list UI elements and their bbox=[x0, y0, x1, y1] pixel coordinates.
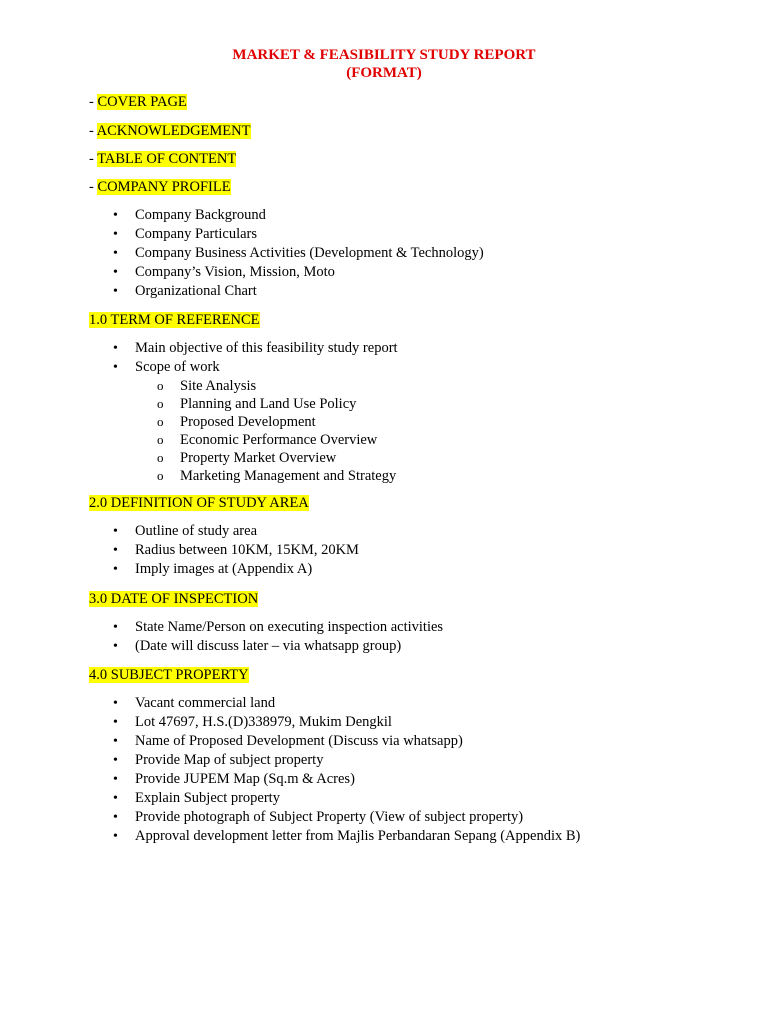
bullet-icon: • bbox=[113, 715, 118, 730]
heading-label: 2.0 DEFINITION OF STUDY AREA bbox=[89, 495, 309, 511]
sub-list-item-text: Planning and Land Use Policy bbox=[180, 396, 357, 412]
circle-bullet-icon: o bbox=[157, 378, 164, 393]
sub-list-item bbox=[0, 431, 396, 449]
bullet-icon: • bbox=[113, 360, 118, 375]
circle-bullet-icon: o bbox=[157, 396, 164, 411]
sub-list-item bbox=[0, 377, 396, 395]
circle-bullet-icon: o bbox=[157, 450, 164, 465]
list-item bbox=[0, 751, 580, 770]
list-item bbox=[0, 560, 359, 579]
bullet-icon: • bbox=[113, 829, 118, 844]
sub-list-item-text: Proposed Development bbox=[180, 414, 316, 430]
list-item-text: (Date will discuss later – via whatsapp group) bbox=[135, 638, 402, 654]
list-item-text: Scope of work bbox=[135, 359, 220, 375]
list-item bbox=[0, 206, 484, 225]
bullet-icon: • bbox=[113, 524, 118, 539]
dash-prefix: - bbox=[89, 94, 98, 110]
heading-label: 3.0 DATE OF INSPECTION bbox=[89, 591, 259, 607]
list-item-text: Provide JUPEM Map (Sq.m & Acres) bbox=[135, 771, 355, 787]
list-item-text: Company’s Vision, Mission, Moto bbox=[135, 264, 335, 280]
heading-acknowledgement bbox=[89, 122, 251, 140]
list-item bbox=[0, 637, 443, 656]
list-item-text: Name of Proposed Development (Discuss via whatsapp) bbox=[135, 733, 463, 749]
bullet-icon: • bbox=[113, 772, 118, 787]
bullet-icon: • bbox=[113, 791, 118, 806]
sub-list-item bbox=[0, 395, 396, 413]
report-title: MARKET & FEASIBILITY STUDY REPORT bbox=[232, 47, 536, 63]
bullet-icon: • bbox=[113, 265, 118, 280]
list-item bbox=[0, 770, 580, 789]
list-item-text: Company Background bbox=[135, 207, 266, 223]
sub-list-item-text: Economic Performance Overview bbox=[180, 432, 378, 448]
list-item bbox=[0, 541, 359, 560]
dash-prefix: - bbox=[89, 179, 98, 195]
list-item bbox=[0, 358, 398, 377]
list-item-text: Vacant commercial land bbox=[135, 695, 276, 711]
bullet-icon: • bbox=[113, 284, 118, 299]
list-item-text: Organizational Chart bbox=[135, 283, 257, 299]
list-item-text: State Name/Person on executing inspection activities bbox=[135, 619, 444, 635]
list-item-text: Company Particulars bbox=[135, 226, 258, 242]
heading-table-of-content bbox=[89, 150, 236, 168]
heading-label: ACKNOWLEDGEMENT bbox=[96, 123, 251, 139]
list-item-text: Company Business Activities (Development & Technology) bbox=[135, 245, 484, 261]
sub-list-item bbox=[0, 413, 396, 431]
scope-of-work-list bbox=[0, 377, 396, 485]
circle-bullet-icon: o bbox=[157, 432, 164, 447]
bullet-icon: • bbox=[113, 543, 118, 558]
heading-label: COMPANY PROFILE bbox=[97, 179, 231, 195]
list-item-text: Outline of study area bbox=[135, 523, 258, 539]
list-item-text: Lot 47697, H.S.(D)338979, Mukim Dengkil bbox=[135, 714, 392, 730]
list-item bbox=[0, 263, 484, 282]
bullet-icon: • bbox=[113, 753, 118, 768]
list-item-text: Imply images at (Appendix A) bbox=[135, 561, 313, 577]
dash-prefix: - bbox=[89, 123, 97, 139]
sub-list-item-text: Property Market Overview bbox=[180, 450, 337, 466]
circle-bullet-icon: o bbox=[157, 414, 164, 429]
heading-label: 1.0 TERM OF REFERENCE bbox=[89, 312, 260, 328]
bullet-icon: • bbox=[113, 620, 118, 635]
bullet-icon: • bbox=[113, 341, 118, 356]
heading-label: TABLE OF CONTENT bbox=[97, 151, 237, 167]
heading-company-profile bbox=[89, 178, 231, 196]
list-item-text: Provide Map of subject property bbox=[135, 752, 324, 768]
inspection-list bbox=[0, 618, 443, 656]
heading-date-of-inspection bbox=[89, 590, 258, 608]
list-item bbox=[0, 808, 580, 827]
sub-list-item-text: Marketing Management and Strategy bbox=[180, 468, 397, 484]
list-item bbox=[0, 282, 484, 301]
list-item-text: Explain Subject property bbox=[135, 790, 280, 806]
bullet-icon: • bbox=[113, 734, 118, 749]
term-of-reference-list bbox=[0, 339, 398, 377]
subject-property-list bbox=[0, 694, 580, 846]
heading-label: 4.0 SUBJECT PROPERTY bbox=[89, 667, 249, 683]
heading-subject-property bbox=[89, 666, 249, 684]
bullet-icon: • bbox=[113, 810, 118, 825]
list-item-text: Main objective of this feasibility study report bbox=[135, 340, 398, 356]
list-item bbox=[0, 827, 580, 846]
list-item bbox=[0, 732, 580, 751]
bullet-icon: • bbox=[113, 696, 118, 711]
company-profile-list bbox=[0, 206, 484, 301]
list-item bbox=[0, 694, 580, 713]
dash-prefix: - bbox=[89, 151, 98, 167]
sub-list-item bbox=[0, 449, 396, 467]
heading-label: COVER PAGE bbox=[97, 94, 187, 110]
list-item bbox=[0, 244, 484, 263]
sub-list-item bbox=[0, 467, 396, 485]
list-item bbox=[0, 225, 484, 244]
list-item bbox=[0, 339, 398, 358]
heading-definition-of-study-area bbox=[89, 494, 309, 512]
list-item-text: Radius between 10KM, 15KM, 20KM bbox=[135, 542, 359, 558]
bullet-icon: • bbox=[113, 562, 118, 577]
circle-bullet-icon: o bbox=[157, 468, 164, 483]
bullet-icon: • bbox=[113, 246, 118, 261]
bullet-icon: • bbox=[113, 227, 118, 242]
bullet-icon: • bbox=[113, 639, 118, 654]
list-item-text: Provide photograph of Subject Property (View of subject property) bbox=[135, 809, 524, 825]
list-item bbox=[0, 789, 580, 808]
list-item bbox=[0, 618, 443, 637]
bullet-icon: • bbox=[113, 208, 118, 223]
list-item bbox=[0, 713, 580, 732]
list-item-text: Approval development letter from Majlis Perbandaran Sepang (Appendix B) bbox=[135, 828, 581, 844]
heading-term-of-reference bbox=[89, 311, 260, 329]
report-subtitle: (FORMAT) bbox=[346, 65, 422, 81]
list-item bbox=[0, 522, 359, 541]
sub-list-item-text: Site Analysis bbox=[180, 378, 257, 394]
heading-cover-page bbox=[89, 93, 187, 111]
study-area-list bbox=[0, 522, 359, 579]
